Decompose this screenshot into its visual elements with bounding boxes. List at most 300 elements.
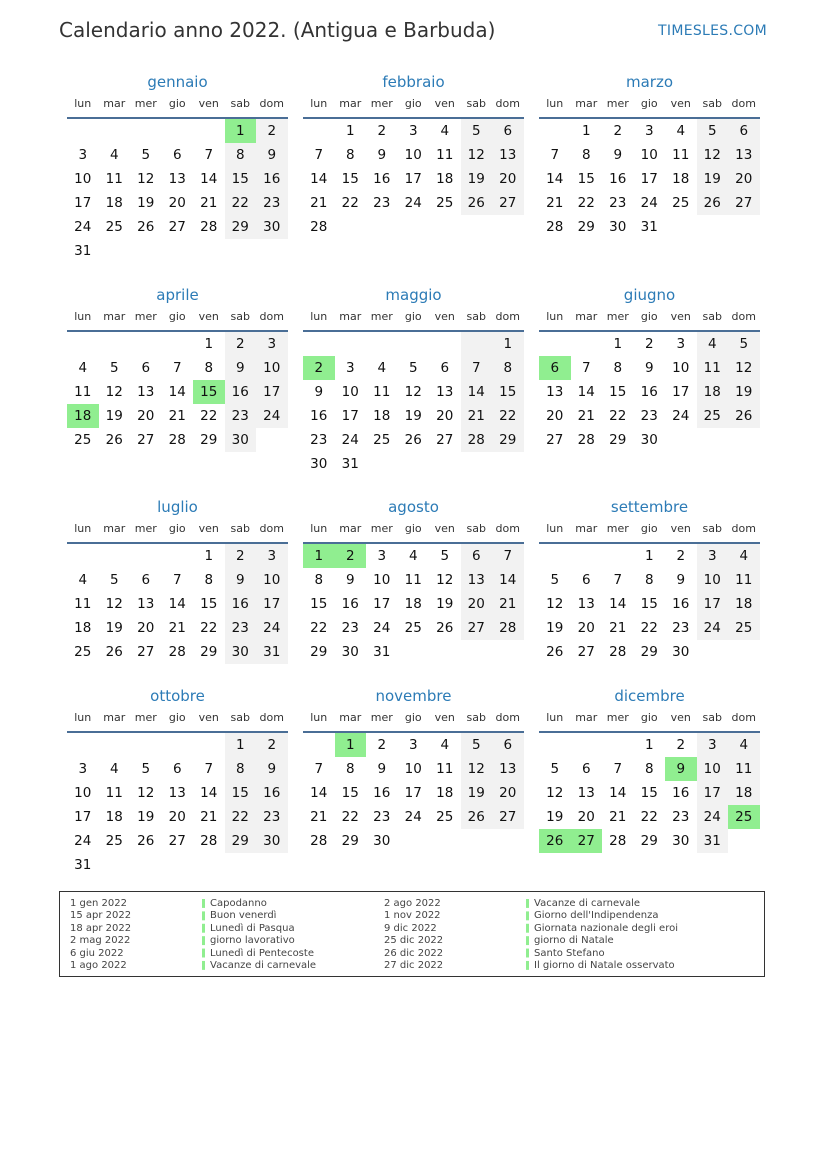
day-grid <box>67 332 288 452</box>
day-cell: 6 <box>440 360 450 376</box>
day-cell: 21 <box>546 195 564 211</box>
day-grid <box>303 119 524 239</box>
empty-cell <box>429 332 461 356</box>
day-cell: 9 <box>256 143 288 167</box>
day-cell: 10 <box>404 147 422 163</box>
day-cell: 24 <box>404 195 422 211</box>
legend-entry: Giornata nazionale degli eroi <box>534 922 678 934</box>
day-cell: 6 <box>728 119 760 143</box>
day-cell: 3 <box>377 548 387 564</box>
day-cell: 20 <box>436 408 454 424</box>
day-cell: 5 <box>109 360 119 376</box>
day-cell: 25 <box>728 616 760 640</box>
empty-cell <box>130 332 162 356</box>
holiday-day-cell: 26 <box>539 829 571 853</box>
day-cell: 17 <box>697 781 729 805</box>
weekday-label: mer <box>370 97 393 110</box>
holiday-day-cell: 9 <box>665 757 697 781</box>
day-cell: 20 <box>168 195 186 211</box>
day-cell: 3 <box>256 332 288 356</box>
day-cell: 5 <box>141 147 151 163</box>
day-cell: 22 <box>609 408 627 424</box>
day-cell: 7 <box>172 572 182 588</box>
weekday-label: ven <box>434 711 455 724</box>
day-cell: 23 <box>609 195 627 211</box>
day-cell: 6 <box>172 761 182 777</box>
day-cell: 1 <box>644 737 654 753</box>
day-cell: 8 <box>613 360 623 376</box>
day-cell: 3 <box>644 123 654 139</box>
day-grid <box>67 544 288 664</box>
day-cell: 8 <box>204 360 214 376</box>
weekday-label: dom <box>259 97 284 110</box>
day-cell: 11 <box>436 761 454 777</box>
legend-entry: Capodanno <box>210 898 267 909</box>
day-cell: 5 <box>109 572 119 588</box>
day-cell: 28 <box>168 432 186 448</box>
holiday-day-cell: 2 <box>303 356 335 380</box>
day-cell: 16 <box>373 171 391 187</box>
weekday-label: sab <box>230 310 250 323</box>
day-cell: 5 <box>408 360 418 376</box>
day-cell: 17 <box>697 592 729 616</box>
month-name: luglio <box>157 498 198 516</box>
day-cell: 14 <box>546 171 564 187</box>
day-cell: 27 <box>168 219 186 235</box>
holiday-day-cell: 1 <box>303 544 335 568</box>
day-cell: 26 <box>404 432 422 448</box>
holiday-day-cell: 27 <box>571 829 603 853</box>
day-cell: 2 <box>225 332 257 356</box>
holiday-day-cell: 1 <box>225 119 257 143</box>
day-cell: 7 <box>581 360 591 376</box>
day-cell: 26 <box>105 644 123 660</box>
day-cell: 9 <box>225 356 257 380</box>
day-cell: 25 <box>672 195 690 211</box>
day-cell: 29 <box>225 829 257 853</box>
day-cell: 5 <box>141 761 151 777</box>
weekday-header <box>539 93 760 119</box>
day-cell: 11 <box>404 572 422 588</box>
day-cell: 30 <box>341 644 359 660</box>
weekday-label: lun <box>546 711 564 724</box>
weekday-label: sab <box>230 711 250 724</box>
month-name: aprile <box>156 286 199 304</box>
day-cell: 27 <box>728 191 760 215</box>
day-cell: 26 <box>137 219 155 235</box>
day-cell: 2 <box>676 548 686 564</box>
day-cell: 6 <box>581 761 591 777</box>
month-settembre <box>539 496 760 664</box>
day-cell: 4 <box>697 332 729 356</box>
day-cell: 13 <box>137 596 155 612</box>
day-cell: 26 <box>105 432 123 448</box>
day-cell: 1 <box>581 123 591 139</box>
holiday-day-cell: 15 <box>193 380 225 404</box>
weekday-label: mar <box>339 522 362 535</box>
day-cell: 30 <box>256 215 288 239</box>
legend-entry: Vacanze di carnevale <box>210 960 317 972</box>
empty-cell <box>99 733 131 757</box>
day-cell: 10 <box>74 785 92 801</box>
weekday-label: sab <box>702 522 722 535</box>
day-cell: 8 <box>345 761 355 777</box>
day-cell: 1 <box>644 548 654 564</box>
day-cell: 15 <box>200 596 218 612</box>
day-cell: 27 <box>546 432 564 448</box>
weekday-label: ven <box>198 522 219 535</box>
day-cell: 21 <box>461 404 493 428</box>
day-cell: 27 <box>436 432 454 448</box>
day-cell: 16 <box>256 781 288 805</box>
legend-entry: Buon venerdì <box>210 910 277 922</box>
weekday-label: sab <box>702 310 722 323</box>
legend-entry: Il giorno di Natale osservato <box>534 960 675 972</box>
day-cell: 4 <box>78 360 88 376</box>
month-name: agosto <box>388 498 439 516</box>
day-cell: 9 <box>345 572 355 588</box>
day-cell: 8 <box>204 572 214 588</box>
holiday-day-cell: 1 <box>335 733 367 757</box>
day-cell: 30 <box>672 644 690 660</box>
weekday-header <box>67 93 288 119</box>
day-cell: 26 <box>728 404 760 428</box>
day-cell: 7 <box>204 147 214 163</box>
day-cell: 13 <box>436 384 454 400</box>
month-febbraio <box>303 71 524 239</box>
legend-entry: 6 giu 2022 <box>70 947 124 959</box>
day-cell: 15 <box>341 171 359 187</box>
day-cell: 30 <box>225 428 257 452</box>
day-cell: 19 <box>137 195 155 211</box>
day-cell: 8 <box>581 147 591 163</box>
day-cell: 6 <box>492 733 524 757</box>
weekday-header <box>539 518 760 544</box>
day-cell: 10 <box>697 568 729 592</box>
day-cell: 24 <box>672 408 690 424</box>
day-cell: 24 <box>697 616 729 640</box>
weekday-label: mer <box>606 310 629 323</box>
day-cell: 7 <box>461 356 493 380</box>
day-cell: 13 <box>546 384 564 400</box>
day-cell: 7 <box>204 761 214 777</box>
day-cell: 29 <box>341 833 359 849</box>
day-cell: 12 <box>105 596 123 612</box>
day-cell: 7 <box>492 544 524 568</box>
weekday-label: gio <box>640 522 658 535</box>
holiday-day-cell: 6 <box>539 356 571 380</box>
weekday-label: sab <box>702 97 722 110</box>
legend-dates-right <box>384 898 443 972</box>
day-grid <box>303 733 524 853</box>
day-cell: 18 <box>373 408 391 424</box>
weekday-header <box>67 306 288 332</box>
empty-cell <box>67 119 99 143</box>
day-cell: 18 <box>404 596 422 612</box>
day-cell: 21 <box>609 809 627 825</box>
empty-cell <box>193 733 225 757</box>
day-cell: 14 <box>577 384 595 400</box>
day-cell: 18 <box>697 380 729 404</box>
day-cell: 2 <box>676 737 686 753</box>
weekday-label: ven <box>198 310 219 323</box>
day-cell: 19 <box>137 809 155 825</box>
day-cell: 28 <box>492 616 524 640</box>
day-cell: 27 <box>137 644 155 660</box>
day-cell: 13 <box>461 568 493 592</box>
weekday-label: ven <box>670 711 691 724</box>
day-cell: 27 <box>577 644 595 660</box>
weekday-label: dom <box>259 711 284 724</box>
day-cell: 11 <box>728 757 760 781</box>
empty-cell <box>303 733 335 757</box>
day-cell: 11 <box>105 171 123 187</box>
empty-cell <box>99 119 131 143</box>
day-cell: 18 <box>728 592 760 616</box>
day-cell: 15 <box>225 167 257 191</box>
day-cell: 4 <box>440 123 450 139</box>
day-cell: 19 <box>461 781 493 805</box>
day-cell: 30 <box>225 640 257 664</box>
weekday-label: mer <box>134 711 157 724</box>
day-cell: 12 <box>546 785 564 801</box>
weekday-label: dom <box>731 711 756 724</box>
day-cell: 17 <box>373 596 391 612</box>
legend-entry: 2 mag 2022 <box>70 935 131 947</box>
weekday-label: ven <box>434 522 455 535</box>
day-cell: 29 <box>200 432 218 448</box>
empty-cell <box>366 332 398 356</box>
day-cell: 6 <box>461 544 493 568</box>
weekday-label: gio <box>168 711 186 724</box>
month-maggio <box>303 284 524 476</box>
day-cell: 20 <box>492 167 524 191</box>
day-cell: 4 <box>78 572 88 588</box>
weekday-label: lun <box>310 522 328 535</box>
weekday-label: dom <box>495 522 520 535</box>
day-cell: 10 <box>697 757 729 781</box>
day-cell: 15 <box>640 596 658 612</box>
day-cell: 25 <box>373 432 391 448</box>
day-cell: 14 <box>310 171 328 187</box>
empty-cell <box>130 119 162 143</box>
day-grid <box>67 733 288 877</box>
day-cell: 6 <box>581 572 591 588</box>
empty-cell <box>99 332 131 356</box>
day-cell: 28 <box>168 644 186 660</box>
holiday-day-cell: 25 <box>728 805 760 829</box>
empty-cell <box>99 544 131 568</box>
weekday-label: mar <box>103 97 126 110</box>
empty-cell <box>162 332 194 356</box>
day-cell: 26 <box>137 833 155 849</box>
day-cell: 12 <box>728 356 760 380</box>
day-cell: 2 <box>377 737 387 753</box>
day-cell: 17 <box>672 384 690 400</box>
day-cell: 25 <box>74 432 92 448</box>
day-cell: 3 <box>697 544 729 568</box>
month-marzo <box>539 71 760 239</box>
day-cell: 18 <box>105 195 123 211</box>
day-cell: 24 <box>74 219 92 235</box>
day-cell: 5 <box>440 548 450 564</box>
day-cell: 23 <box>373 195 391 211</box>
day-cell: 21 <box>310 809 328 825</box>
month-agosto <box>303 496 524 664</box>
day-cell: 10 <box>672 360 690 376</box>
weekday-label: gio <box>404 310 422 323</box>
day-cell: 23 <box>341 620 359 636</box>
month-novembre <box>303 685 524 853</box>
weekday-label: mer <box>370 310 393 323</box>
day-cell: 20 <box>137 408 155 424</box>
month-name: ottobre <box>150 687 205 705</box>
month-name: dicembre <box>614 687 685 705</box>
day-cell: 26 <box>697 191 729 215</box>
day-cell: 2 <box>613 123 623 139</box>
day-cell: 21 <box>200 195 218 211</box>
day-cell: 3 <box>408 737 418 753</box>
day-cell: 24 <box>697 805 729 829</box>
weekday-label: mar <box>339 711 362 724</box>
empty-cell <box>461 332 493 356</box>
empty-cell <box>303 119 335 143</box>
empty-cell <box>571 544 603 568</box>
weekday-header <box>303 93 524 119</box>
weekday-label: gio <box>404 522 422 535</box>
day-cell: 24 <box>341 432 359 448</box>
day-cell: 31 <box>640 219 658 235</box>
day-cell: 5 <box>461 119 493 143</box>
day-cell: 23 <box>256 191 288 215</box>
legend-entry: 15 apr 2022 <box>70 910 132 922</box>
day-cell: 2 <box>377 123 387 139</box>
day-cell: 16 <box>341 596 359 612</box>
empty-cell <box>303 332 335 356</box>
weekday-label: mar <box>575 711 598 724</box>
legend-marker-left <box>202 899 205 972</box>
day-cell: 6 <box>492 119 524 143</box>
day-cell: 21 <box>310 195 328 211</box>
day-cell: 6 <box>141 572 151 588</box>
day-cell: 22 <box>200 408 218 424</box>
day-cell: 13 <box>168 785 186 801</box>
empty-cell <box>162 119 194 143</box>
brand-link[interactable]: TIMESLES.COM <box>658 23 767 39</box>
day-cell: 6 <box>172 147 182 163</box>
day-cell: 23 <box>310 432 328 448</box>
weekday-label: lun <box>74 711 92 724</box>
day-cell: 4 <box>440 737 450 753</box>
day-cell: 30 <box>672 833 690 849</box>
day-cell: 9 <box>377 761 387 777</box>
day-cell: 24 <box>256 616 288 640</box>
holiday-day-cell: 18 <box>67 404 99 428</box>
day-cell: 17 <box>341 408 359 424</box>
legend-entry: Lunedì di Pasqua <box>210 922 295 934</box>
legend-entry: Vacanze di carnevale <box>534 898 641 909</box>
day-cell: 26 <box>546 644 564 660</box>
weekday-label: dom <box>495 310 520 323</box>
weekday-label: sab <box>466 97 486 110</box>
weekday-label: lun <box>546 310 564 323</box>
day-cell: 28 <box>577 432 595 448</box>
weekday-header <box>303 707 524 733</box>
day-cell: 23 <box>672 620 690 636</box>
weekday-label: mar <box>103 310 126 323</box>
day-cell: 16 <box>609 171 627 187</box>
day-cell: 5 <box>461 733 493 757</box>
legend-entry: giorno di Natale <box>534 935 614 947</box>
day-cell: 23 <box>225 616 257 640</box>
day-cell: 2 <box>225 544 257 568</box>
weekday-label: lun <box>74 522 92 535</box>
day-cell: 22 <box>492 404 524 428</box>
day-cell: 13 <box>492 143 524 167</box>
day-cell: 3 <box>256 544 288 568</box>
day-cell: 12 <box>137 171 155 187</box>
weekday-label: ven <box>670 310 691 323</box>
empty-cell <box>602 733 634 757</box>
weekday-label: mer <box>370 522 393 535</box>
day-cell: 24 <box>640 195 658 211</box>
day-cell: 8 <box>225 143 257 167</box>
month-dicembre <box>539 685 760 853</box>
day-cell: 7 <box>613 572 623 588</box>
day-cell: 2 <box>256 733 288 757</box>
day-cell: 5 <box>697 119 729 143</box>
day-cell: 8 <box>644 572 654 588</box>
day-cell: 20 <box>728 167 760 191</box>
weekday-label: mar <box>575 97 598 110</box>
day-cell: 22 <box>225 805 257 829</box>
weekday-label: lun <box>74 97 92 110</box>
day-cell: 4 <box>728 733 760 757</box>
day-cell: 25 <box>105 833 123 849</box>
empty-cell <box>67 332 99 356</box>
day-cell: 16 <box>373 785 391 801</box>
day-cell: 11 <box>74 596 92 612</box>
day-grid <box>539 119 760 239</box>
day-cell: 18 <box>672 171 690 187</box>
empty-cell <box>539 544 571 568</box>
day-cell: 23 <box>373 809 391 825</box>
legend-entry: 26 dic 2022 <box>384 947 444 959</box>
weekday-label: mar <box>575 310 598 323</box>
day-cell: 19 <box>404 408 422 424</box>
day-cell: 20 <box>461 592 493 616</box>
weekday-label: lun <box>74 310 92 323</box>
legend-entry: Lunedì di Pentecoste <box>210 947 314 959</box>
weekday-label: dom <box>259 522 284 535</box>
day-cell: 13 <box>168 171 186 187</box>
day-cell: 16 <box>672 785 690 801</box>
month-name: febbraio <box>382 73 445 91</box>
weekday-label: dom <box>495 711 520 724</box>
day-cell: 4 <box>408 548 418 564</box>
legend-entry: 1 gen 2022 <box>70 898 128 909</box>
day-cell: 30 <box>256 829 288 853</box>
day-cell: 22 <box>341 809 359 825</box>
weekday-label: gio <box>404 711 422 724</box>
day-cell: 15 <box>310 596 328 612</box>
day-cell: 19 <box>461 167 493 191</box>
empty-cell <box>162 544 194 568</box>
day-cell: 9 <box>644 360 654 376</box>
day-cell: 4 <box>109 761 119 777</box>
day-cell: 12 <box>404 384 422 400</box>
day-cell: 7 <box>314 761 324 777</box>
